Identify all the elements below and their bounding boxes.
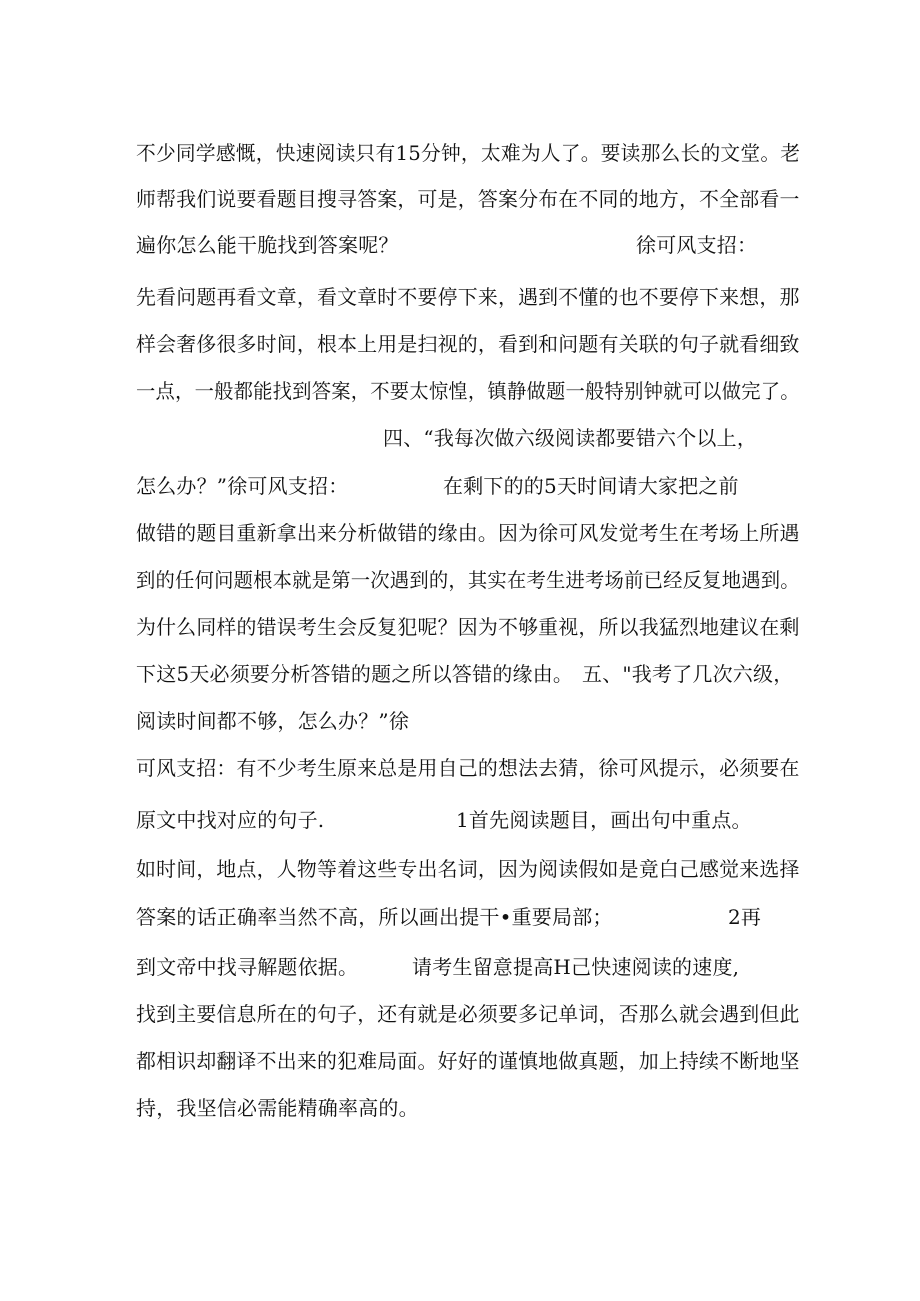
- text-line: 持，我坚信必需能精确率高的。: [136, 1096, 419, 1120]
- text-line: 到文帝中找寻解题依据。: [136, 955, 359, 979]
- text-line: 下这5天必须要分析答错的题之所以答错的缘由。: [136, 662, 574, 686]
- text-line: 可风支招：有不少考生原来总是用自己的想法去猜，徐可风提示，必须要在: [136, 756, 800, 780]
- text-line: 一点，一般都能找到答案，不要太惊惶，镇静做题一般特别钟就可以做完了。: [136, 379, 800, 403]
- text-line: 样会奢侈很多时间，根本上用是扫视的，看到和问题有关联的句子就看细致: [136, 332, 800, 356]
- text-line: 原文中找对应的句子.: [136, 808, 325, 832]
- text-line: 不少同学感慨，快速阅读只有15分钟，太难为人了。要读那么长的文堂。老: [136, 141, 801, 165]
- text-line: 先看问题再看文章，看文章时不要停下来，遇到不懂的也不要停下来想，那: [136, 285, 800, 309]
- text-segment: 徐可风支招：: [636, 233, 758, 257]
- text-segment: 请考生留意提高H己快速阅读的速度,: [412, 955, 740, 979]
- text-line: 师帮我们说要看题目搜寻答案，可是，答案分布在不同的地方，不全部看一: [136, 187, 800, 211]
- text-line: 答案的话正确率当然不高，所以画出提干•重要局部；: [136, 905, 613, 929]
- text-line: 如时间，地点，人物等着这些专出名词，因为阅读假如是竟白己感觉来选择: [136, 857, 800, 881]
- text-line: 阅读时间都不够，怎么办？”徐: [136, 709, 410, 733]
- text-line: 做错的题目重新拿出来分析做错的缘由。因为徐可风发觉考生在考场上所遇: [136, 521, 800, 545]
- text-line: 怎么办？”徐可风支招：: [136, 474, 349, 498]
- text-line: 都相识却翻译不出来的犯难局面。好好的谨慎地做真题，加上持续不断地坚: [136, 1049, 800, 1073]
- text-line: 遍你怎么能干脆找到答案呢？: [136, 233, 399, 257]
- text-segment: 在剩下的的5天时间请大家把之前: [443, 474, 739, 498]
- text-line: 找到主要信息所在的句子，还有就是必须要多记单词，否那么就会遇到但此: [136, 1002, 800, 1026]
- text-segment: 1首先阅读题目，画出句中重点。: [456, 808, 752, 832]
- text-segment: 2再: [728, 905, 762, 929]
- text-line: 为什么同样的错误考生会反复犯呢？因为不够重视，所以我猛烈地建议在剩: [136, 615, 800, 639]
- text-line: 到的任何问题根本就是第一次遇到的，其实在考生进考场前已经反复地遇到。: [136, 568, 800, 592]
- section-heading: 四、“我每次做六级阅读都要错六个以上，: [383, 426, 758, 450]
- section-heading: 五、"我考了几次六级，: [582, 662, 794, 686]
